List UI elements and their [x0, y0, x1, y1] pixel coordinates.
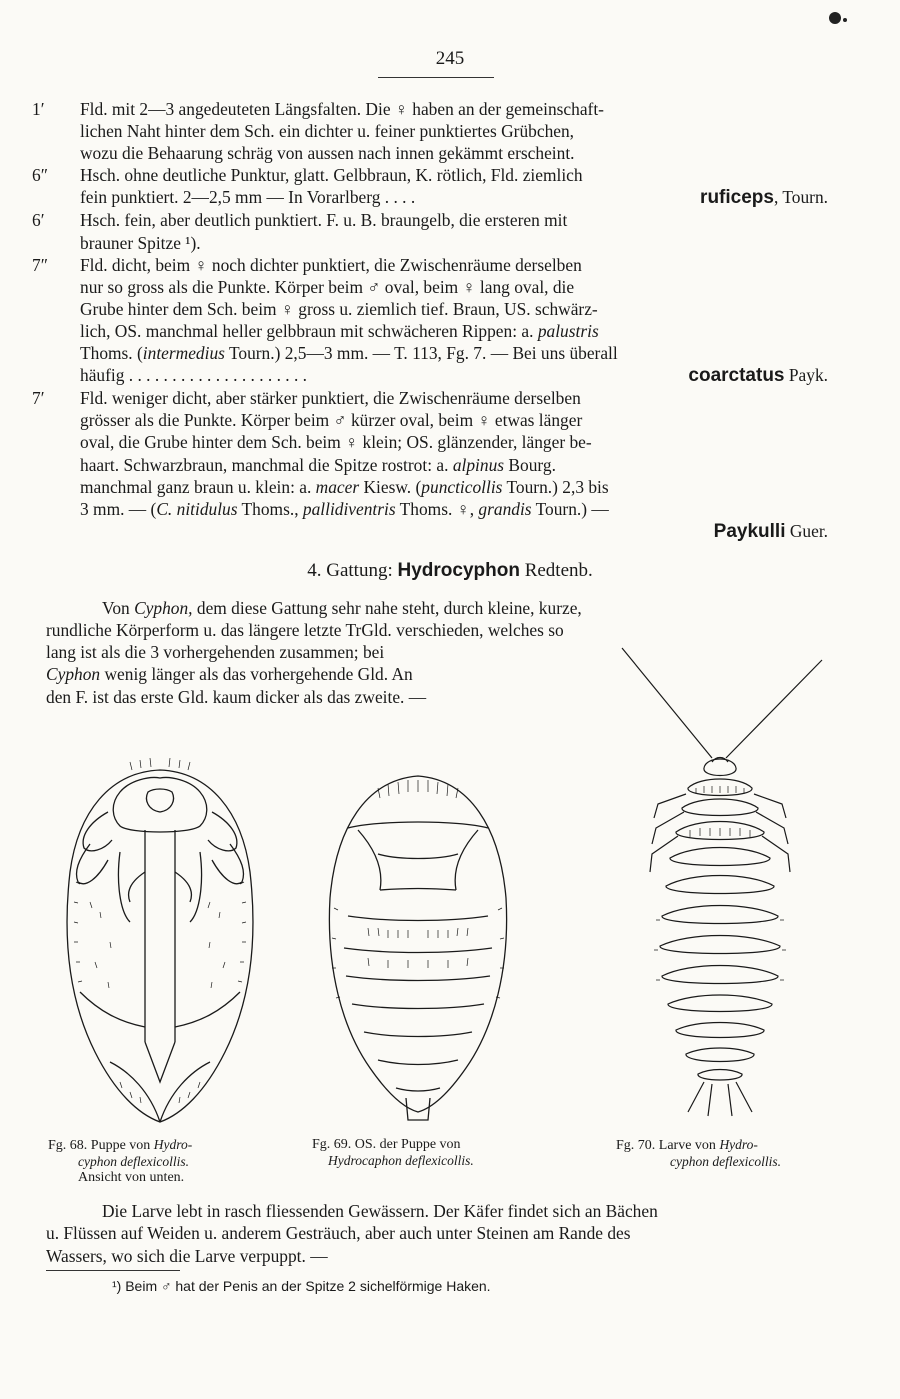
entry-code: 7′ [32, 388, 45, 409]
variety-name: macer [315, 476, 360, 497]
caption-taxon: cyphon deflexicollis. [78, 1153, 189, 1169]
entry-line: wozu die Behaarung schräg von aussen nach innen gekämmt erscheint. [80, 143, 575, 164]
key-entry-1 [28, 98, 828, 164]
entry-line: Fld. mit 2—3 angedeuteten Längsfalten. Die ♀ haben an der gemeinschaft- [80, 99, 604, 119]
key-entry-7a [28, 254, 828, 388]
species-name: coarctatus [688, 365, 785, 387]
entry-line: lichen Naht hinter dem Sch. ein dichter u. feiner punktiertes Grübchen, [80, 121, 575, 142]
entry-line: oval, die Grube hinter dem Sch. beim ♀ klein; OS. glänzender, länger be- [80, 432, 592, 453]
caption-text: Ansicht von unten. [78, 1170, 185, 1185]
footnote: ¹) Beim ♂ hat der Penis an der Spitze 2 sichelförmige Haken. [112, 1278, 491, 1294]
genus-description [46, 597, 822, 642]
caption-taxon: Hydro- [719, 1137, 758, 1152]
caption-taxon: Hydrocaphon deflexicollis. [328, 1152, 474, 1168]
caption-fig-68 [48, 1137, 268, 1186]
genus-name: Hydrocyphon [397, 560, 520, 581]
entry-line: 3 mm. — ( [80, 498, 157, 519]
synonym-name: puncticollis [421, 476, 503, 497]
entry-line: Fld. dicht, beim ♀ noch dichter punktiert, die Zwischenräume derselben [80, 254, 582, 275]
entry-line: Hsch. fein, aber deutlich punktiert. F. u. B. braungelb, die ersteren mit [80, 210, 568, 231]
text-segment: Von [102, 598, 130, 618]
key-entry-7b [28, 387, 828, 543]
species-author: Guer. [789, 520, 828, 541]
entry-line: manchmal ganz braun u. klein: a. [80, 476, 312, 497]
page-number-rule [378, 77, 494, 78]
species-name: ruficeps [700, 187, 774, 209]
genus-ref: Cyphon, [134, 598, 193, 618]
caption-text: Fg. 68. Puppe von [48, 1138, 151, 1153]
genus-description-narrow [46, 641, 598, 708]
entry-code: 6′ [32, 210, 45, 231]
variety-name: alpinus [452, 454, 505, 475]
figure-70-larva [600, 640, 840, 1130]
entry-line: Tourn.) — [531, 498, 609, 519]
entry-line: Thoms. ♀, [395, 498, 479, 519]
entry-line: haart. Schwarzbraun, manchmal die Spitze rostrot: a. [80, 454, 449, 475]
entry-line: Tourn.) 2,5—3 mm. — T. 113, Fg. 7. — Bei uns überall [228, 343, 618, 364]
caption-taxon: cyphon deflexicollis. [670, 1153, 781, 1169]
entry-line: häufig . . . . . . . . . . . . . . . . . . . . . [80, 365, 308, 386]
ink-blot [826, 8, 846, 28]
text-line: u. Flüssen auf Weiden u. anderem Gesträuch, aber auch unter Steinen am Rande des [46, 1223, 631, 1244]
entry-line: lich, OS. manchmal heller gelbbraun mit schwächeren Rippen: a. [80, 320, 534, 341]
entry-line: Grube hinter dem Sch. beim ♀ gross u. ziemlich tief. Braun, US. schwärz- [80, 298, 598, 319]
genus-heading [0, 560, 900, 582]
larva-habitat-text [46, 1200, 822, 1267]
species-author: Payk. [788, 365, 828, 386]
entry-line: nur so gross als die Punkte. Körper beim ♂ oval, beim ♀ lang oval, die [80, 276, 575, 297]
figure-68-pupa-ventral [50, 752, 270, 1132]
text-segment: dem diese Gattung sehr nahe steht, durch kleine, kurze, [196, 598, 582, 618]
synonym-name: C. nitidulus [156, 498, 238, 519]
caption-text: Fg. 70. Larve von [616, 1138, 716, 1153]
page-number: 245 [435, 48, 465, 69]
footnote-rule [46, 1270, 180, 1271]
caption-taxon: Hydro- [153, 1137, 193, 1152]
entry-line: Bourg. [508, 454, 556, 475]
variety-name: palustris [537, 320, 599, 341]
synonym-name: intermedius [142, 343, 225, 364]
caption-fig-69 [312, 1137, 552, 1169]
entry-line: Thoms. ( [80, 343, 143, 364]
genus-prefix: 4. Gattung: [307, 560, 393, 581]
entry-line: Thoms., [237, 498, 303, 519]
figure-69-pupa-dorsal [318, 768, 518, 1130]
entry-line: Tourn.) 2,3 bis [506, 476, 609, 497]
key-entry-6a: 6″ Hsch. ohne deutliche Punktur, glatt. Gelbbraun, K. rötlich, Fld. ziemlich fein punktiert. 2—2,5 mm — In Vorarlberg . . . . ruficeps, Tourn. [28, 164, 828, 209]
entry-line: Fld. weniger dicht, aber stärker punktiert, die Zwischenräume derselben [80, 388, 581, 409]
species-author: Tourn. [782, 187, 828, 208]
text-line: den F. ist das erste Gld. kaum dicker als das zweite. — [46, 686, 427, 707]
key-entries [28, 98, 828, 543]
genus-author: Redtenb. [524, 560, 593, 581]
entry-line: grösser als die Punkte. Körper beim ♂ kürzer oval, beim ♀ etwas länger [80, 410, 583, 431]
entry-code: 7″ [32, 254, 48, 275]
caption-fig-70 [616, 1137, 836, 1170]
genus-ref: Cyphon [46, 664, 101, 685]
entry-line: fein punktiert. 2—2,5 mm — In Vorarlberg . . . . [80, 187, 416, 208]
synonym-name: grandis [478, 498, 532, 519]
synonym-name: pallidiventris [302, 498, 396, 519]
entry-line: Hsch. ohne deutliche Punktur, glatt. Gelbbraun, K. rötlich, Fld. ziemlich [80, 165, 583, 186]
entry-code: 6″ [32, 165, 48, 186]
text-line: lang ist als die 3 vorhergehenden zusammen; bei [46, 642, 385, 662]
entry-line: brauner Spitze ¹). [80, 232, 201, 253]
entry-code: 1′ [32, 99, 45, 119]
entry-line: Kiesw. ( [363, 476, 422, 497]
caption-text: Fg. 69. OS. der Puppe von [312, 1137, 461, 1152]
text-line: rundliche Körperform u. das längere letzte TrGld. verschieden, welches so [46, 620, 564, 641]
key-entry-6b [28, 209, 828, 253]
text-line: Wassers, wo sich die Larve verpuppt. — [46, 1245, 328, 1266]
text-line: wenig länger als das vorhergehende Gld. An [104, 664, 413, 685]
species-name: Paykulli [713, 520, 786, 542]
text-line: Die Larve lebt in rasch fliessenden Gewässern. Der Käfer findet sich an Bächen [102, 1201, 658, 1221]
